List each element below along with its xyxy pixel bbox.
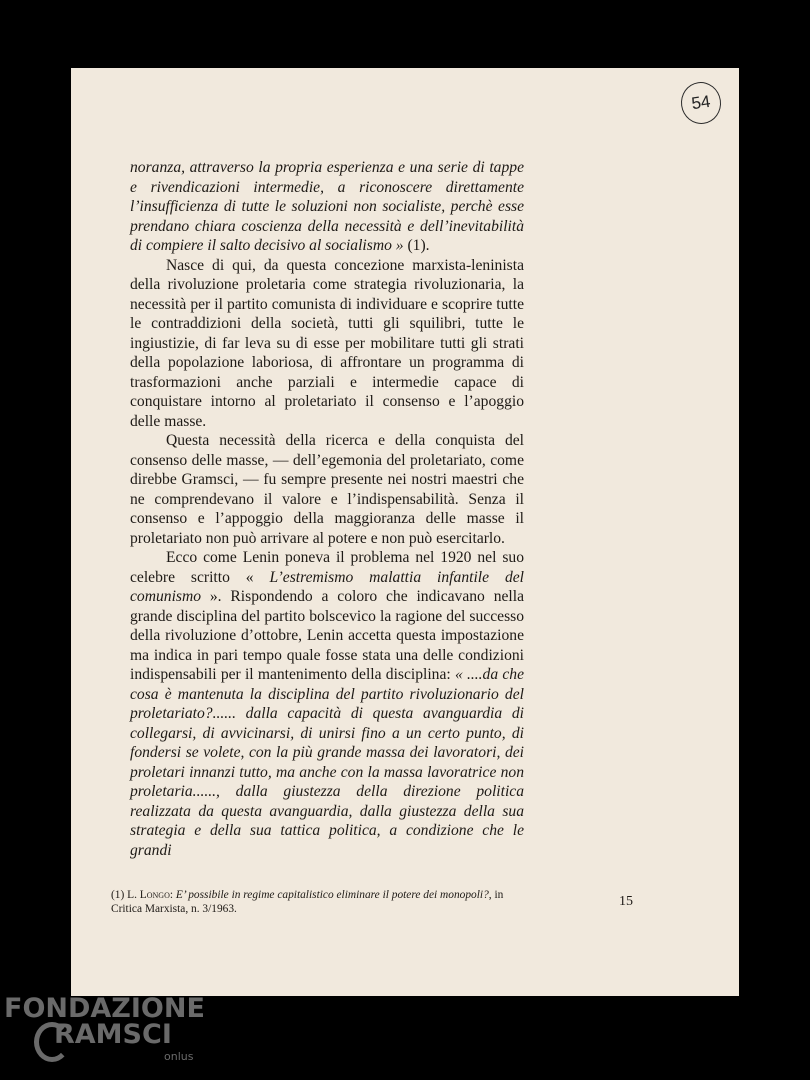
text-run: (1). (407, 237, 430, 254)
italic-text: L’estremismo malattia infantile del comunismo (130, 568, 524, 605)
archive-stamp (678, 79, 723, 126)
italic-text: noranza, attraverso la propria esperienza e una serie di tappe e rivendicazioni intermedie, a riconoscere direttamente l’insufficienza di tutte le soluzioni non socialiste, perchè esse prendano chiara coscienza della necessità e dell’inevitabilità di compiere il salto decisivo al socialismo » (130, 159, 524, 254)
text-run: Ecco come Lenin poneva il problema nel 1920 nel suo celebre scritto « (130, 549, 524, 586)
text-run: Nasce di qui, da questa concezione marxista-leninista della rivoluzione proletaria come strategia rivoluzionaria, la necessità per il partito comunista di individuare e scoprire tutte le contraddizioni della società, tutti gli squilibri, tutte le ingiustizie, di far leva su di esse per mobilitare tutti gli strati della popolazione laboriosa, di affrontare un programma di trasformazioni anche parziali e intermedie capace di conquistare intorno al proletariato il consenso e l’apoggio delle masse. (130, 256, 524, 430)
footnote-colon: : (169, 889, 176, 901)
italic-text: « ....da che cosa è mantenuta la disciplina del partito rivoluzionario del proletariato?...... dalla capacità di questa avanguardia di collegarsi, di avvicinarsi, di unirsi fino a un certo punto, di fondersi se volete, con la più grande massa dei lavoratori, dei proletari innanzi tutto, ma anche con la massa lavoratrice non proletaria......, dalla giustezza della direzione politica realizzata da questa avanguardia, dalla giustezza della sua strategia e della sua tattica politica, a condizione che le grandi (130, 666, 524, 859)
text-run: Questa necessità della ricerca e della conquista del consenso delle masse, — dell’egemonia del proletariato, come direbbe Gramsci, — fu sempre presente nei nostri maestri che ne comprendevano il valore e l’indispensabilità. Senza il consenso e l’appoggio della maggioranza delle masse il proletariato non può arrivare al potere e non può esercitarlo. (130, 432, 524, 547)
paragraph (130, 158, 524, 256)
paragraph (130, 548, 524, 860)
footnote-title: E’ possibile in regime capitalistico eliminare il potere dei monopoli? (175, 889, 489, 901)
text-run: ». Rispondendo a coloro che indicavano nella grande disciplina del partito bolscevico la ragione del successo della rivoluzione d’ottobre, Lenin accetta questa impostazione ma indica in pari tempo quale fosse stata una delle condizioni indispensabili per il mantenimento della disciplina: (130, 588, 524, 683)
paragraph (130, 256, 524, 432)
footnote-source: , in Critica Marxista, n. 3/1963. (111, 889, 504, 915)
stamp-number: 54 (690, 91, 712, 114)
footnote (111, 888, 531, 916)
logo-line-1: FONDAZIONE (4, 993, 205, 1024)
fondazione-gramsci-logo (4, 994, 204, 1074)
logo-line-3: onlus (164, 1050, 194, 1063)
page-number: 15 (619, 894, 633, 909)
body-text (130, 158, 524, 860)
logo-line-2: RAMSCI (54, 1019, 172, 1050)
footnote-author: L. Longo (127, 889, 170, 901)
footnote-marker: (1) (111, 889, 128, 901)
paragraph (130, 431, 524, 548)
document-page (71, 68, 739, 996)
